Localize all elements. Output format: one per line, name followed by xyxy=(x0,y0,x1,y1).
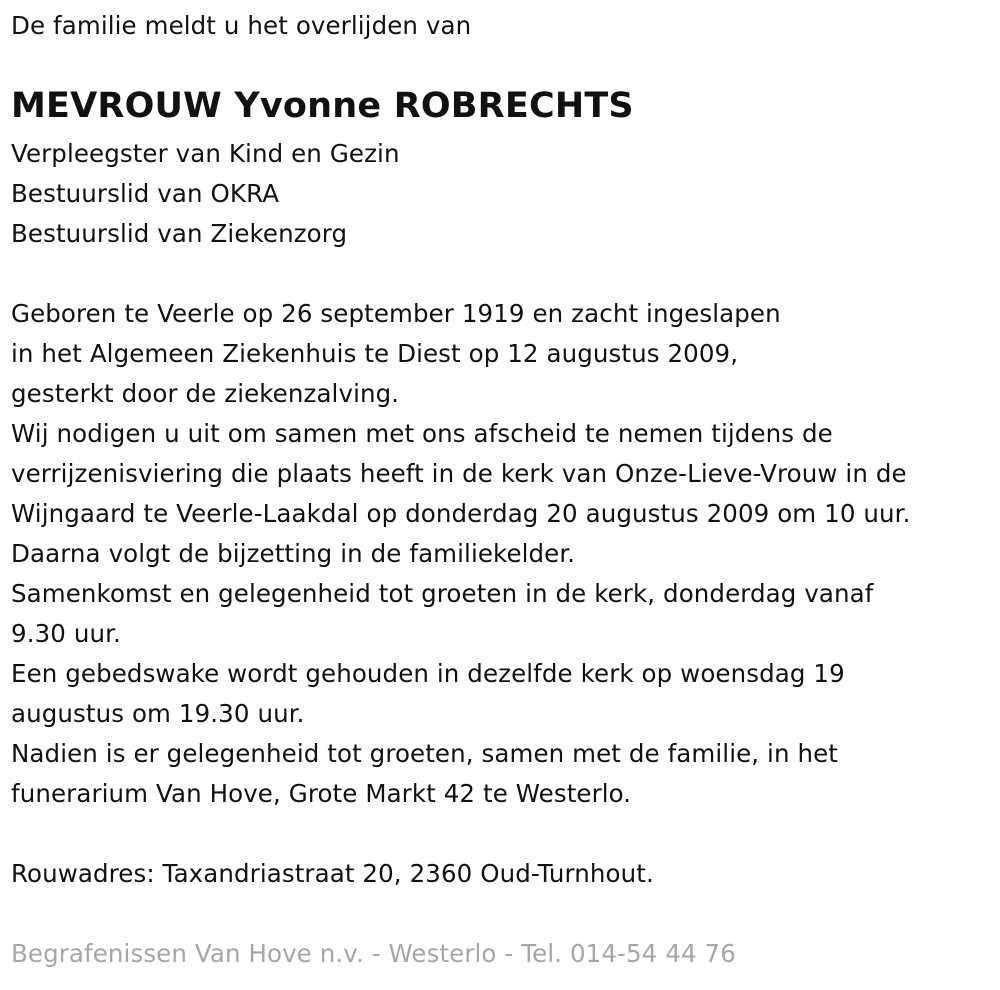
role-line: Verpleegster van Kind en Gezin xyxy=(11,139,400,168)
body-line: gesterkt door de ziekenzalving. xyxy=(11,379,400,408)
body-line: Geboren te Veerle op 26 september 1919 en zacht ingeslapen xyxy=(11,299,781,328)
role-line: Bestuurslid van Ziekenzorg xyxy=(11,219,348,248)
roles-list xyxy=(11,134,400,254)
funeral-home-footer: Begrafenissen Van Hove n.v. - Westerlo - Tel. 014-54 44 76 xyxy=(11,939,736,968)
body-line: Daarna volgt de bijzetting in de familiekelder. xyxy=(11,539,576,568)
deceased-name: MEVROUW Yvonne ROBRECHTS xyxy=(11,86,634,126)
body-line: Wijngaard te Veerle-Laakdal op donderdag 20 augustus 2009 om 10 uur. xyxy=(11,499,911,528)
body-line: Samenkomst en gelegenheid tot groeten in de kerk, donderdag vanaf xyxy=(11,579,874,608)
body-line: in het Algemeen Ziekenhuis te Diest op 12 augustus 2009, xyxy=(11,339,739,368)
body-line: Wij nodigen u uit om samen met ons afscheid te nemen tijdens de xyxy=(11,419,833,448)
intro-text: De familie meldt u het overlijden van xyxy=(11,11,472,40)
notice-body xyxy=(11,294,911,814)
body-line: 9.30 uur. xyxy=(11,619,121,648)
mourning-address: Rouwadres: Taxandriastraat 20, 2360 Oud-Turnhout. xyxy=(11,859,654,888)
body-line: Nadien is er gelegenheid tot groeten, samen met de familie, in het xyxy=(11,739,838,768)
body-line: funerarium Van Hove, Grote Markt 42 te Westerlo. xyxy=(11,779,632,808)
role-line: Bestuurslid van OKRA xyxy=(11,179,280,208)
body-line: verrijzenisviering die plaats heeft in de kerk van Onze-Lieve-Vrouw in de xyxy=(11,459,907,488)
body-line: augustus om 19.30 uur. xyxy=(11,699,305,728)
body-line: Een gebedswake wordt gehouden in dezelfde kerk op woensdag 19 xyxy=(11,659,845,688)
